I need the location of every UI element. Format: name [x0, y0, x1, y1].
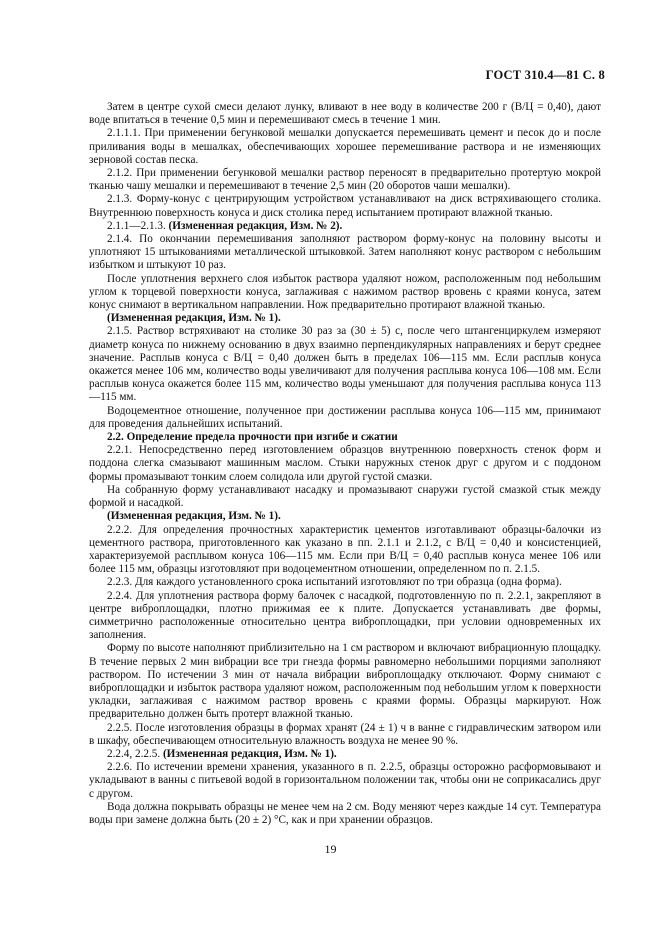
paragraph-bold-text: (Измененная редакция, Изм. № 1). [162, 747, 337, 760]
paragraph-text: После уплотнения верхнего слоя избыток раствора удаляют ножом, расположенным под небольшим углом к торцевой поверхности конуса, заглаживая с нажимом раствор вровень с краями конуса, затем конус снимают в вертикальном направлении. Нож предварительно протирают влажной тканью. [89, 272, 601, 312]
paragraph-lead: 2.2.4, 2.2.5. [107, 747, 163, 760]
paragraph [89, 273, 601, 313]
paragraph [89, 801, 601, 827]
paragraph-text: 2.2.3. Для каждого установленного срока испытаний изготовляют по три образца (одна форма). [107, 576, 562, 589]
paragraph-text: 2.1.2. При применении бегунковой мешалки раствор переносят в предварительно протертую мокрой тканью чашу мешалки и перемешивают в течение 2,5 мин (20 оборотов чаши мешалки). [89, 167, 601, 193]
paragraph-text: 2.2.5. После изготовления образцы в формах хранят (24 ± 1) ч в ванне с гидравлическим затвором или в шкафу, обеспечивающем относительную влажность воздуха не менее 90 %. [89, 721, 601, 747]
paragraph-text: 2.1.5. Раствор встряхивают на столике 30 раз за (30 ± 5) с, после чего штангенциркулем измеряют диаметр конуса по нижнему основанию в двух взаимно перпендикулярных направлениях и берут среднее значение. Расплыв конуса с В/Ц = 0,40 должен быть в пределах 106—115 мм. Если расплыв конуса окажется менее 106 мм, количество воды увеличивают для получения расплыва конуса 106—108 мм. Если расплыв конуса окажется более 115 мм, количество воды уменьшают для получения расплыва конуса 113—115 мм. [89, 325, 601, 404]
document-body [89, 101, 601, 827]
paragraph [89, 576, 601, 589]
paragraph-text: 2.1.3. Форму-конус с центрирующим устройством устанавливают на диск встряхивающего столика. Внутреннюю поверхность конуса и диск столика перед испытанием протирают влажной тканью. [89, 193, 601, 219]
paragraph [89, 444, 601, 484]
paragraph [89, 642, 601, 721]
paragraph [89, 510, 601, 523]
paragraph-text: На собранную форму устанавливают насадку и промазывают снаружи густой смазкой стык между формой и насадкой. [89, 483, 601, 510]
paragraph [89, 167, 601, 193]
paragraph-text: Затем в центре сухой смеси делают лунку, вливают в нее воду в количестве 200 г (В/Ц = 0,40), дают воде впитаться в течение 0,5 мин и перемешивают смесь в течение 1 мин. [89, 101, 601, 127]
paragraph [89, 748, 601, 761]
paragraph [89, 484, 601, 510]
paragraph [89, 524, 601, 577]
paragraph-text: 2.1.1.1. При применении бегунковой мешалки допускается перемешивать цемент и песок до и после приливания воды в мешалках, обеспечивающих хорошее перемешивание раствора и не изменяющих зерновой состав песка. [89, 127, 601, 166]
paragraph [89, 101, 601, 127]
paragraph [89, 312, 601, 325]
paragraph-bold-text: (Измененная редакция, Изм. № 2). [168, 219, 343, 232]
paragraph [89, 761, 601, 801]
paragraph [89, 193, 601, 219]
paragraph-bold-text: 2.2. Определение предела прочности при изгибе и сжатии [107, 431, 398, 444]
paragraph [89, 127, 601, 167]
paragraph [89, 325, 601, 404]
standard-header: ГОСТ 310.4—81 С. 8 [485, 68, 605, 82]
paragraph-text: 2.1.4. По окончании перемешивания заполняют раствором форму-конус на половину высоты и уплотняют 15 штыкованиями металлической штыковкой. Затем наполняют конус раствором с небольшим избытком и штыкуют 10 раз. [89, 233, 601, 272]
paragraph-text: 2.2.2. Для определения прочностных характеристик цементов изготавливают образцы-балочки из цементного раствора, приготовленного как указано в пп. 2.1.1 и 2.1.2, с В/Ц = 0,40 и консистенцией, характеризуемой расплывом конуса 106—115 мм. Если при В/Ц = 0,40 расплыв конуса менее 106 или более 115 мм, образцы изготовляют при водоцементном отношении, определенном по п. 2.1.5. [89, 523, 601, 576]
paragraph-text: Водоцементное отношение, полученное при достижении расплыва конуса 106—115 мм, принимают для проведения дальнейших испытаний. [89, 404, 601, 430]
paragraph-text: 2.2.6. По истечении времени хранения, указанного в п. 2.2.5, образцы осторожно расформовывают и укладывают в ванны с питьевой водой в горизонтальном положении так, чтобы они не соприкасались друг с другом. [89, 761, 601, 800]
paragraph-lead: 2.1.1—2.1.3. [107, 219, 169, 232]
paragraph-text: Форму по высоте наполняют приблизительно на 1 см раствором и включают вибрационную площадку. В течение первых 2 мин вибрации все три гнезда формы равномерно небольшими порциями заполняют раствором. По истечении 3 мин от начала вибрации виброплощадку отключают. Форму снимают с виброплощадки и избыток раствора удаляют ножом, расположенным под небольшим углом к поверхности укладки, заглаживая с нажимом раствор вровень с краями формы. Образцы маркируют. Нож предварительно должен быть протерт влажной тканью. [89, 642, 601, 721]
paragraph-bold-text: (Измененная редакция, Изм. № 1). [107, 510, 281, 523]
paragraph-text: 2.2.1. Непосредственно перед изготовлением образцов внутреннюю поверхность стенок форм и поддона слегка смазывают машинным маслом. Стыки наружных стенок друг с другом и с поддоном формы промазывают тонким слоем солидола или другой густой смазки. [89, 444, 601, 483]
paragraph [89, 722, 601, 748]
paragraph [89, 405, 601, 431]
paragraph [89, 431, 601, 444]
paragraph-text: 2.2.4. Для уплотнения раствора форму балочек с насадкой, подготовленную по п. 2.2.1, закрепляют в центре виброплощадки, плотно прижимая ее к плите. Допускается устанавливать две формы, симметрично расположенные относительно центра виброплощадки, при условии одновременных их заполнения. [89, 589, 601, 642]
paragraph-bold-text: (Измененная редакция, Изм. № 1). [107, 312, 281, 325]
paragraph-text: Вода должна покрывать образцы не менее чем на 2 см. Воду меняют через каждые 14 сут. Температура воды при замене должна быть (20 ± 2) °С, как и при хранении образцов. [89, 800, 601, 826]
paragraph [89, 220, 601, 233]
paragraph [89, 590, 601, 643]
page-number: 19 [324, 842, 337, 856]
paragraph [89, 233, 601, 273]
